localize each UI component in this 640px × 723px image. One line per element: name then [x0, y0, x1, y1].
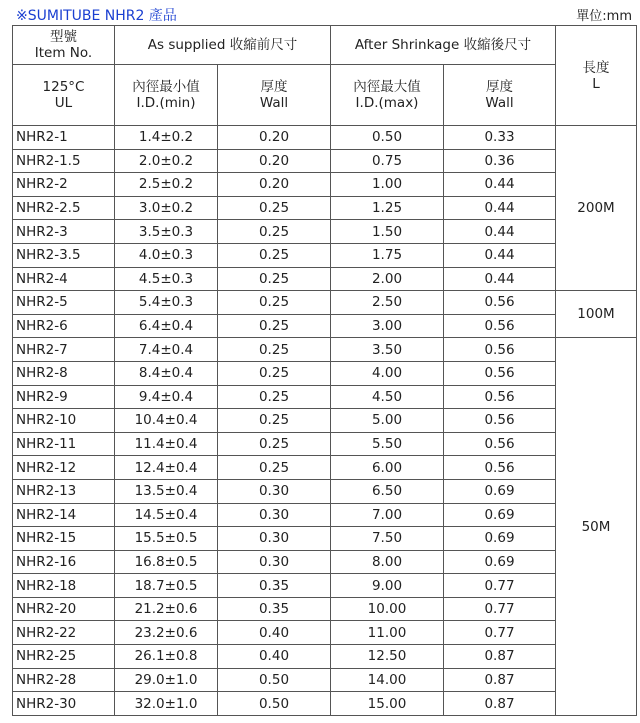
item-no-cell: NHR2-7	[13, 338, 115, 362]
item-no-cell: NHR2-9	[13, 385, 115, 409]
after-shrinkage-header: After Shrinkage 收縮後尺寸	[331, 26, 556, 65]
item-no-cell: NHR2-6	[13, 314, 115, 338]
wall-after-cell: 0.77	[444, 597, 556, 621]
item-no-header	[13, 26, 115, 65]
wall-before-header-zh: 厚度	[260, 79, 288, 95]
id-min-cell: 9.4±0.4	[115, 385, 218, 409]
id-max-cell: 1.25	[331, 196, 444, 220]
wall-before-cell: 0.25	[218, 267, 331, 291]
table-row	[13, 668, 637, 692]
wall-before-cell: 0.30	[218, 503, 331, 527]
wall-before-cell: 0.30	[218, 550, 331, 574]
wall-before-cell: 0.25	[218, 432, 331, 456]
rating-header	[13, 65, 115, 126]
id-min-cell: 29.0±1.0	[115, 668, 218, 692]
item-no-cell: NHR2-4	[13, 267, 115, 291]
id-max-cell: 4.50	[331, 385, 444, 409]
wall-after-cell: 0.44	[444, 173, 556, 197]
wall-after-cell: 0.77	[444, 621, 556, 645]
wall-before-cell: 0.25	[218, 314, 331, 338]
id-max-cell: 5.50	[331, 432, 444, 456]
id-min-cell: 1.4±0.2	[115, 126, 218, 150]
rating-temp: 125°C	[42, 79, 85, 95]
item-no-header-zh: 型號	[50, 29, 77, 45]
item-no-cell: NHR2-14	[13, 503, 115, 527]
id-min-cell: 26.1±0.8	[115, 645, 218, 669]
item-no-cell: NHR2-22	[13, 621, 115, 645]
id-max-header-zh: 內徑最大值	[353, 79, 421, 95]
id-max-cell: 2.00	[331, 267, 444, 291]
wall-before-cell: 0.25	[218, 338, 331, 362]
unit-label: 單位:mm	[576, 9, 632, 24]
product-title: ※SUMITUBE NHR2 產品	[16, 8, 177, 24]
wall-after-cell: 0.44	[444, 243, 556, 267]
id-max-cell: 7.00	[331, 503, 444, 527]
table-row	[13, 314, 637, 338]
wall-before-cell: 0.20	[218, 149, 331, 173]
id-max-cell: 5.00	[331, 409, 444, 433]
id-min-header-en: I.D.(min)	[136, 95, 196, 111]
id-min-cell: 32.0±1.0	[115, 692, 218, 716]
wall-after-cell: 0.36	[444, 149, 556, 173]
id-max-cell: 0.75	[331, 149, 444, 173]
id-max-cell: 6.00	[331, 456, 444, 480]
wall-after-header-zh: 厚度	[486, 79, 513, 95]
length-header-en: L	[592, 75, 600, 92]
id-max-cell: 2.50	[331, 291, 444, 315]
item-no-cell: NHR2-2.5	[13, 196, 115, 220]
id-max-cell: 6.50	[331, 479, 444, 503]
id-max-cell: 11.00	[331, 621, 444, 645]
wall-before-cell: 0.35	[218, 574, 331, 598]
id-min-cell: 7.4±0.4	[115, 338, 218, 362]
id-max-cell: 4.00	[331, 361, 444, 385]
id-max-cell: 3.00	[331, 314, 444, 338]
wall-before-cell: 0.25	[218, 385, 331, 409]
wall-after-header-en: Wall	[485, 95, 514, 111]
wall-after-cell: 0.87	[444, 645, 556, 669]
wall-after-cell: 0.69	[444, 550, 556, 574]
wall-after-cell: 0.56	[444, 432, 556, 456]
item-no-cell: NHR2-3.5	[13, 243, 115, 267]
table-row	[13, 456, 637, 480]
item-no-cell: NHR2-25	[13, 645, 115, 669]
item-no-cell: NHR2-12	[13, 456, 115, 480]
id-min-cell: 23.2±0.6	[115, 621, 218, 645]
item-no-cell: NHR2-10	[13, 409, 115, 433]
item-no-cell: NHR2-1	[13, 126, 115, 150]
wall-after-cell: 0.56	[444, 409, 556, 433]
table-row	[13, 692, 637, 716]
wall-before-cell: 0.40	[218, 621, 331, 645]
wall-before-cell: 0.30	[218, 479, 331, 503]
table-row	[13, 267, 637, 291]
id-max-cell: 8.00	[331, 550, 444, 574]
table-row	[13, 550, 637, 574]
wall-before-cell: 0.25	[218, 220, 331, 244]
id-min-cell: 2.0±0.2	[115, 149, 218, 173]
header-row-1	[13, 26, 637, 65]
item-no-cell: NHR2-11	[13, 432, 115, 456]
wall-before-cell: 0.50	[218, 692, 331, 716]
item-no-cell: NHR2-8	[13, 361, 115, 385]
wall-after-cell: 0.33	[444, 126, 556, 150]
wall-after-header	[444, 65, 556, 126]
id-max-cell: 12.50	[331, 645, 444, 669]
table-row	[13, 196, 637, 220]
length-header	[556, 26, 637, 126]
table-row	[13, 479, 637, 503]
rating-ul: UL	[54, 95, 73, 111]
id-min-cell: 5.4±0.3	[115, 291, 218, 315]
wall-before-cell: 0.40	[218, 645, 331, 669]
header-bar	[0, 0, 640, 24]
header-row-2	[13, 65, 637, 126]
table-row	[13, 597, 637, 621]
wall-before-cell: 0.25	[218, 456, 331, 480]
wall-before-cell: 0.20	[218, 173, 331, 197]
id-min-cell: 4.5±0.3	[115, 267, 218, 291]
wall-before-cell: 0.25	[218, 243, 331, 267]
id-min-cell: 6.4±0.4	[115, 314, 218, 338]
table-row	[13, 173, 637, 197]
id-max-cell: 7.50	[331, 527, 444, 551]
wall-before-header-en: Wall	[259, 95, 289, 111]
item-no-cell: NHR2-20	[13, 597, 115, 621]
table-row	[13, 243, 637, 267]
id-min-cell: 16.8±0.5	[115, 550, 218, 574]
wall-after-cell: 0.56	[444, 314, 556, 338]
id-max-header	[331, 65, 444, 126]
wall-after-cell: 0.56	[444, 361, 556, 385]
table-row	[13, 361, 637, 385]
id-min-cell: 12.4±0.4	[115, 456, 218, 480]
length-group-cell: 100M	[556, 291, 637, 338]
id-min-header	[115, 65, 218, 126]
table-row	[13, 432, 637, 456]
wall-after-cell: 0.56	[444, 338, 556, 362]
wall-before-cell: 0.25	[218, 361, 331, 385]
table-row	[13, 409, 637, 433]
id-min-cell: 8.4±0.4	[115, 361, 218, 385]
item-no-cell: NHR2-1.5	[13, 149, 115, 173]
id-max-cell: 0.50	[331, 126, 444, 150]
item-no-cell: NHR2-30	[13, 692, 115, 716]
id-min-cell: 15.5±0.5	[115, 527, 218, 551]
length-group-cell: 200M	[556, 126, 637, 291]
wall-after-cell: 0.69	[444, 527, 556, 551]
wall-before-cell: 0.25	[218, 409, 331, 433]
wall-after-cell: 0.44	[444, 220, 556, 244]
table-row	[13, 220, 637, 244]
table-row	[13, 574, 637, 598]
wall-before-cell: 0.25	[218, 196, 331, 220]
wall-after-cell: 0.87	[444, 692, 556, 716]
wall-after-cell: 0.56	[444, 291, 556, 315]
table-row	[13, 621, 637, 645]
spec-table-body	[13, 26, 637, 716]
table-row	[13, 385, 637, 409]
id-min-cell: 11.4±0.4	[115, 432, 218, 456]
id-max-cell: 14.00	[331, 668, 444, 692]
id-max-cell: 1.75	[331, 243, 444, 267]
wall-before-cell: 0.25	[218, 291, 331, 315]
wall-after-cell: 0.77	[444, 574, 556, 598]
table-row	[13, 338, 637, 362]
id-max-cell: 1.00	[331, 173, 444, 197]
length-group-cell: 50M	[556, 338, 637, 716]
id-min-cell: 10.4±0.4	[115, 409, 218, 433]
id-min-cell: 3.0±0.2	[115, 196, 218, 220]
id-min-cell: 2.5±0.2	[115, 173, 218, 197]
item-no-cell: NHR2-5	[13, 291, 115, 315]
id-min-cell: 21.2±0.6	[115, 597, 218, 621]
table-row	[13, 291, 637, 315]
id-max-cell: 1.50	[331, 220, 444, 244]
wall-after-cell: 0.69	[444, 479, 556, 503]
table-row	[13, 645, 637, 669]
id-max-cell: 9.00	[331, 574, 444, 598]
id-max-cell: 15.00	[331, 692, 444, 716]
length-header-zh: 長度	[582, 59, 610, 76]
wall-after-cell: 0.69	[444, 503, 556, 527]
item-no-cell: NHR2-2	[13, 173, 115, 197]
item-no-cell: NHR2-28	[13, 668, 115, 692]
id-min-cell: 18.7±0.5	[115, 574, 218, 598]
table-row	[13, 527, 637, 551]
wall-before-cell: 0.30	[218, 527, 331, 551]
table-row	[13, 126, 637, 150]
wall-after-cell: 0.56	[444, 456, 556, 480]
id-max-header-en: I.D.(max)	[355, 95, 419, 111]
item-no-cell: NHR2-18	[13, 574, 115, 598]
wall-before-cell: 0.35	[218, 597, 331, 621]
item-no-cell: NHR2-13	[13, 479, 115, 503]
id-min-cell: 14.5±0.4	[115, 503, 218, 527]
spec-table	[12, 25, 637, 716]
wall-after-cell: 0.56	[444, 385, 556, 409]
item-no-cell: NHR2-15	[13, 527, 115, 551]
wall-after-cell: 0.44	[444, 267, 556, 291]
wall-before-cell: 0.50	[218, 668, 331, 692]
id-max-cell: 10.00	[331, 597, 444, 621]
item-no-cell: NHR2-3	[13, 220, 115, 244]
wall-before-header	[218, 65, 331, 126]
id-min-cell: 4.0±0.3	[115, 243, 218, 267]
wall-after-cell: 0.44	[444, 196, 556, 220]
id-max-cell: 3.50	[331, 338, 444, 362]
table-row	[13, 503, 637, 527]
as-supplied-header: As supplied 收縮前尺寸	[115, 26, 331, 65]
id-min-cell: 13.5±0.4	[115, 479, 218, 503]
id-min-header-zh: 內徑最小值	[132, 79, 200, 95]
item-no-header-en: Item No.	[34, 45, 93, 61]
item-no-cell: NHR2-16	[13, 550, 115, 574]
id-min-cell: 3.5±0.3	[115, 220, 218, 244]
table-row	[13, 149, 637, 173]
wall-before-cell: 0.20	[218, 126, 331, 150]
wall-after-cell: 0.87	[444, 668, 556, 692]
